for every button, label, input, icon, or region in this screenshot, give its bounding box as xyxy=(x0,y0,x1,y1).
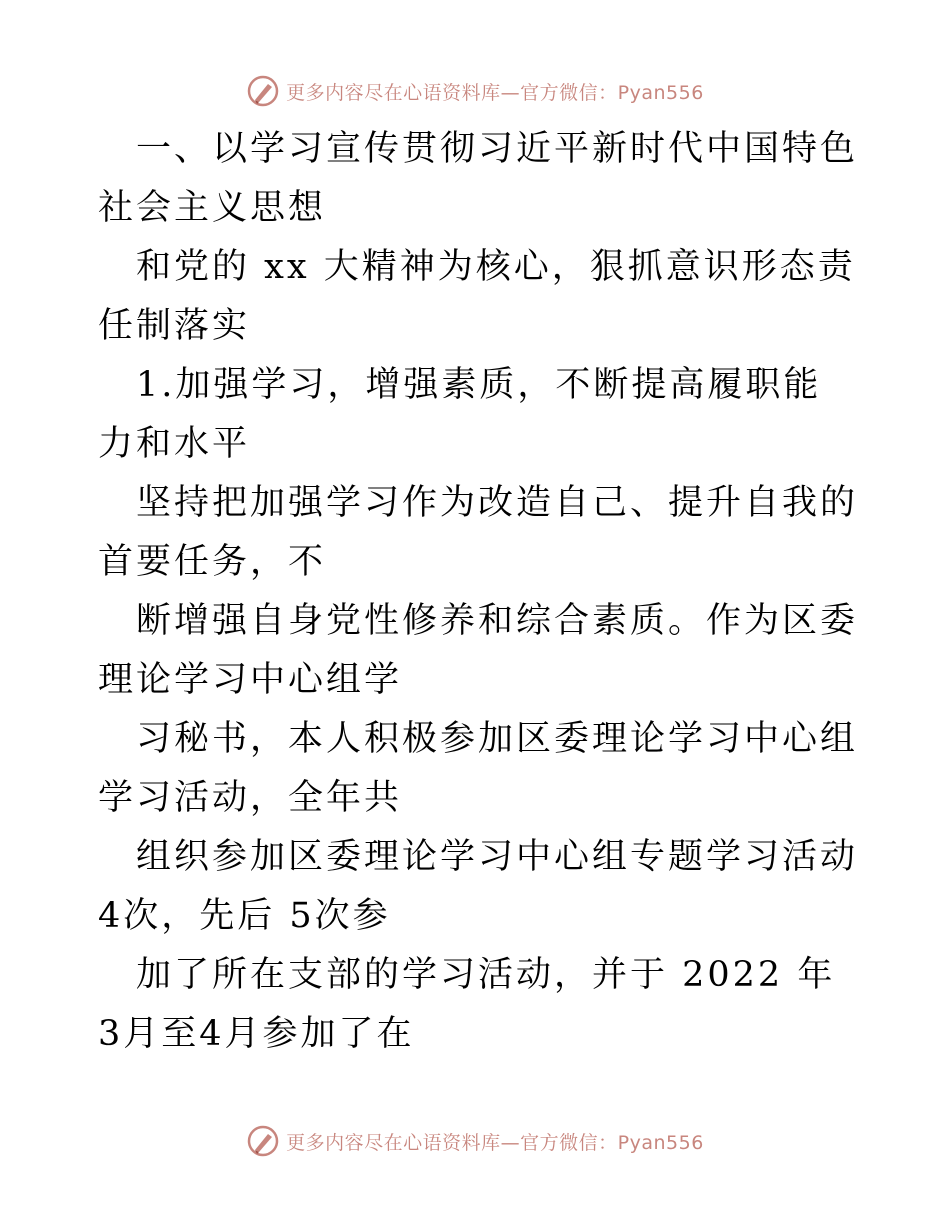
paragraph-1 xyxy=(98,120,858,238)
document-body xyxy=(98,120,858,1064)
paragraph-line: 组织参加区委理论学习中心组专题学习活动 4 xyxy=(98,837,859,936)
pen-logo-icon xyxy=(246,1124,280,1158)
paragraph-line: 和党的 xx 大精神为核心，狠抓意识形态责任制 xyxy=(98,247,856,346)
paragraph-line: 落实 xyxy=(174,306,251,346)
paragraph-line: 习秘书，本人积极参加区委理论学习中心组学习 xyxy=(98,719,859,818)
header-watermark xyxy=(0,74,950,108)
paragraph-line: 次，先后 5次参 xyxy=(123,896,391,936)
paragraph-line: 任务，不 xyxy=(174,542,327,582)
footer-watermark xyxy=(0,1124,950,1158)
paragraph-line: 一、以学习宣传贯彻习近平新时代中国特色社会 xyxy=(98,129,859,228)
watermark-text: 更多内容尽在心语资料库—官方微信：Pyan556 xyxy=(286,81,704,104)
watermark-text: 更多内容尽在心语资料库—官方微信：Pyan556 xyxy=(286,1131,704,1154)
paragraph-line: 平 xyxy=(212,424,251,464)
paragraph-3 xyxy=(98,356,858,474)
paragraph-4 xyxy=(98,474,858,592)
paragraph-line: 加了所在支部的学习活动，并于 2022 年3月至 xyxy=(98,955,836,1054)
paragraph-line: 断增强自身党性修养和综合素质。作为区委理论 xyxy=(98,601,859,700)
paragraph-line: 1.加强学习，增强素质，不断提高履职能力和水 xyxy=(98,365,822,464)
paragraph-line: 学习中心组学 xyxy=(174,660,403,700)
paragraph-7 xyxy=(98,828,858,946)
paragraph-5 xyxy=(98,592,858,710)
pen-logo-icon xyxy=(246,74,280,108)
paragraph-line: 坚持把加强学习作为改造自己、提升自我的首要 xyxy=(98,483,859,582)
paragraph-6 xyxy=(98,710,858,828)
paragraph-8 xyxy=(98,946,858,1064)
paragraph-line: 4月参加了在 xyxy=(199,1014,415,1054)
paragraph-line: 活动，全年共 xyxy=(174,778,403,818)
paragraph-2 xyxy=(98,238,858,356)
paragraph-line: 主义思想 xyxy=(174,188,327,228)
